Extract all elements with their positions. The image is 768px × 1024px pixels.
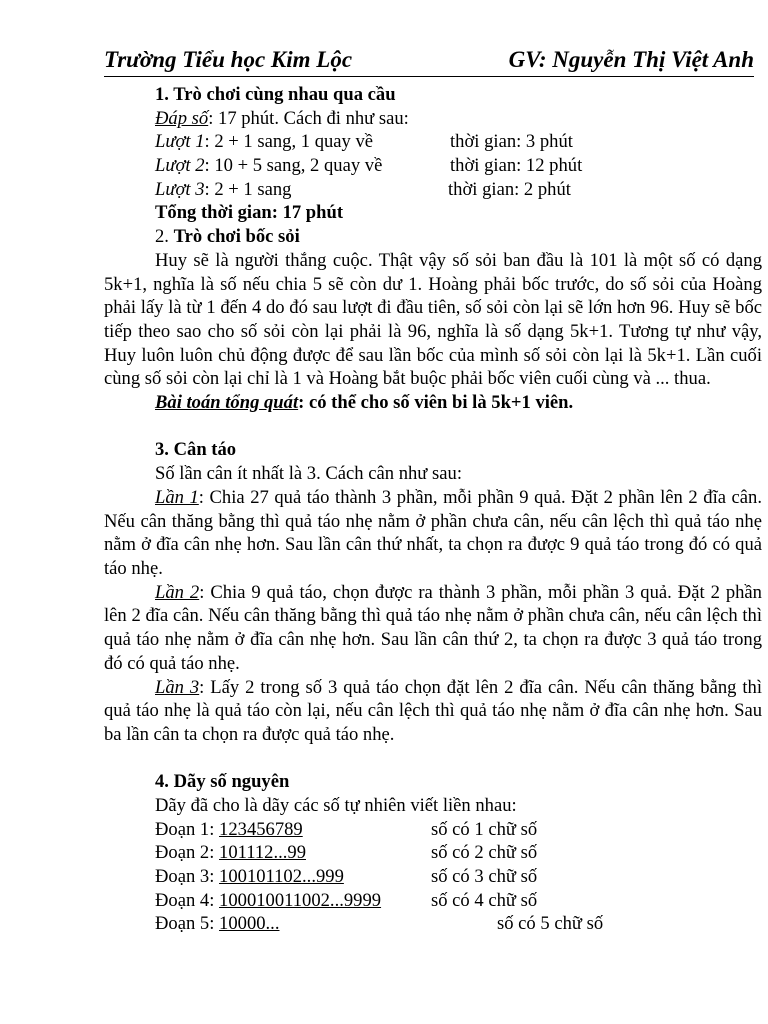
turn-text: : 2 + 1 sang [204,178,292,200]
segment-row [104,841,762,865]
page-header [104,44,754,77]
section-2-number: 2. [155,226,174,248]
turn-text: : 10 + 5 sang, 2 quay về [204,155,383,177]
segment-desc: số có 3 chữ số [431,866,538,888]
segment-value: 100010011002...9999 [219,889,382,911]
segment-desc: số có 2 chữ số [431,842,538,864]
step-text: : Chia 9 quả táo, chọn được ra thành 3 phần, mỗi phần 3 quả. Đặt 2 phần lên 2 đĩa cân. Nếu cân thăng bằng thì quả táo nhẹ nằm ở phần chưa cân, nếu cân lệch thì quả táo nhẹ nằm ở đĩa cân nhẹ hơn. Sau lần cân thứ 2, ta chọn ra được 3 quả táo trong đó có quả táo nhẹ. [104,581,762,674]
turn-row [104,154,762,178]
weighing-step [104,581,762,676]
general-problem-label: Bài toán tổng quát [155,392,299,414]
turn-desc [155,130,373,154]
answer-label: Đáp số [155,107,209,129]
step-label: Lần 1 [155,486,199,508]
section-2-title-text: Trò chơi bốc sỏi [173,226,300,248]
segment-label: Đoạn 3: [155,866,220,888]
step-text: : Chia 27 quả táo thành 3 phần, mỗi phần 9 quả. Đặt 2 phần lên 2 đĩa cân. Nếu cân thăng bằng thì quả táo nhẹ nằm ở phần chưa cân, nếu cân lệch thì quả táo nhẹ nằm ở đĩa cân nhẹ hơn. Sau lần cân thứ nhất, ta chọn ra được 9 quả táo trong đó có quả táo nhẹ. [104,486,762,579]
weighing-step [104,486,762,581]
weighing-step [104,676,762,747]
segment-desc: số có 1 chữ số [431,818,538,840]
section-1-answer [104,107,762,131]
school-name: Trường Tiểu học Kim Lộc [104,47,353,72]
segment-desc: số có 4 chữ số [431,889,538,911]
segment-label: Đoạn 1: [155,818,220,840]
document-body [104,83,762,936]
turn-row [104,130,762,154]
segment-row [104,912,762,936]
segment-value: 100101102...999 [219,866,344,888]
turn-time: thời gian: 3 phút [450,131,573,153]
turn-time: thời gian: 2 phút [448,178,571,200]
segment-value: 101112...99 [219,842,306,864]
segment-row [104,865,762,889]
section-2-title [104,225,762,249]
step-label: Lần 3 [155,676,200,698]
turn-desc [155,178,291,202]
section-1-title: 1. Trò chơi cùng nhau qua cầu [155,84,396,105]
segment-label: Đoạn 5: [155,913,220,935]
section-4-intro: Dãy đã cho là dãy các số tự nhiên viết liền nhau: [155,795,517,817]
turn-label: Lượt 1 [155,131,205,153]
turn-text: : 2 + 1 sang, 1 quay về [204,131,374,153]
section-3-intro: Số lần cân ít nhất là 3. Cách cân như sau: [155,463,462,485]
total-time: Tổng thời gian: 17 phút [155,202,344,224]
turn-label: Lượt 2 [155,155,205,177]
section-2-paragraph: Huy sẽ là người thắng cuộc. Thật vậy số sỏi ban đầu là 101 là một số có dạng 5k+1, nghĩa là số nếu chia 5 sẽ còn dư 1. Hoàng phải bốc trước, do số sỏi của Hoàng phải lấy là từ 1 đến 4 do đó sau lượt đi đầu tiên, số sỏi còn lại sẽ lớn hơn 96. Huy sẽ bốc tiếp theo sao cho số sỏi còn lại phải là 96, nghĩa là số dạng 5k+1. Tương tự như vậy, Huy luôn luôn chủ động được để sau lần bốc của mình số sỏi còn lại là 5k+1. Lần cuối cùng số sỏi còn lại chỉ là 1 và Hoàng bắt buộc phải bốc viên cuối cùng và ... thua. [104,249,762,390]
general-problem [104,391,762,415]
general-problem-text: : có thể cho số viên bi là 5k+1 viên. [298,392,574,414]
turn-time: thời gian: 12 phút [450,155,583,177]
turn-desc [155,154,382,178]
turn-label: Lượt 3 [155,178,205,200]
teacher-name: GV: Nguyễn Thị Việt Anh [508,47,754,72]
turn-row [104,178,762,202]
section-4-title: 4. Dãy số nguyên [155,771,290,793]
segment-row [104,818,762,842]
step-text: : Lấy 2 trong số 3 quả táo chọn đặt lên 2 đĩa cân. Nếu cân thăng bằng thì quả táo nhẹ là quả táo còn lại, nếu cân lệch thì quả táo nhẹ nằm ở đĩa cân nhẹ hơn. Sau ba lần cân ta chọn ra được quả táo nhẹ. [104,676,762,745]
step-label: Lần 2 [155,581,200,603]
segment-label: Đoạn 2: [155,842,220,864]
answer-text: : 17 phút. Cách đi như sau: [208,107,409,129]
section-3-title: 3. Cân táo [155,439,237,461]
segment-row [104,889,762,913]
segment-label: Đoạn 4: [155,889,220,911]
segment-value: 123456789 [219,818,303,840]
segment-desc: số có 5 chữ số [497,913,604,935]
segment-value: 10000... [219,913,280,935]
